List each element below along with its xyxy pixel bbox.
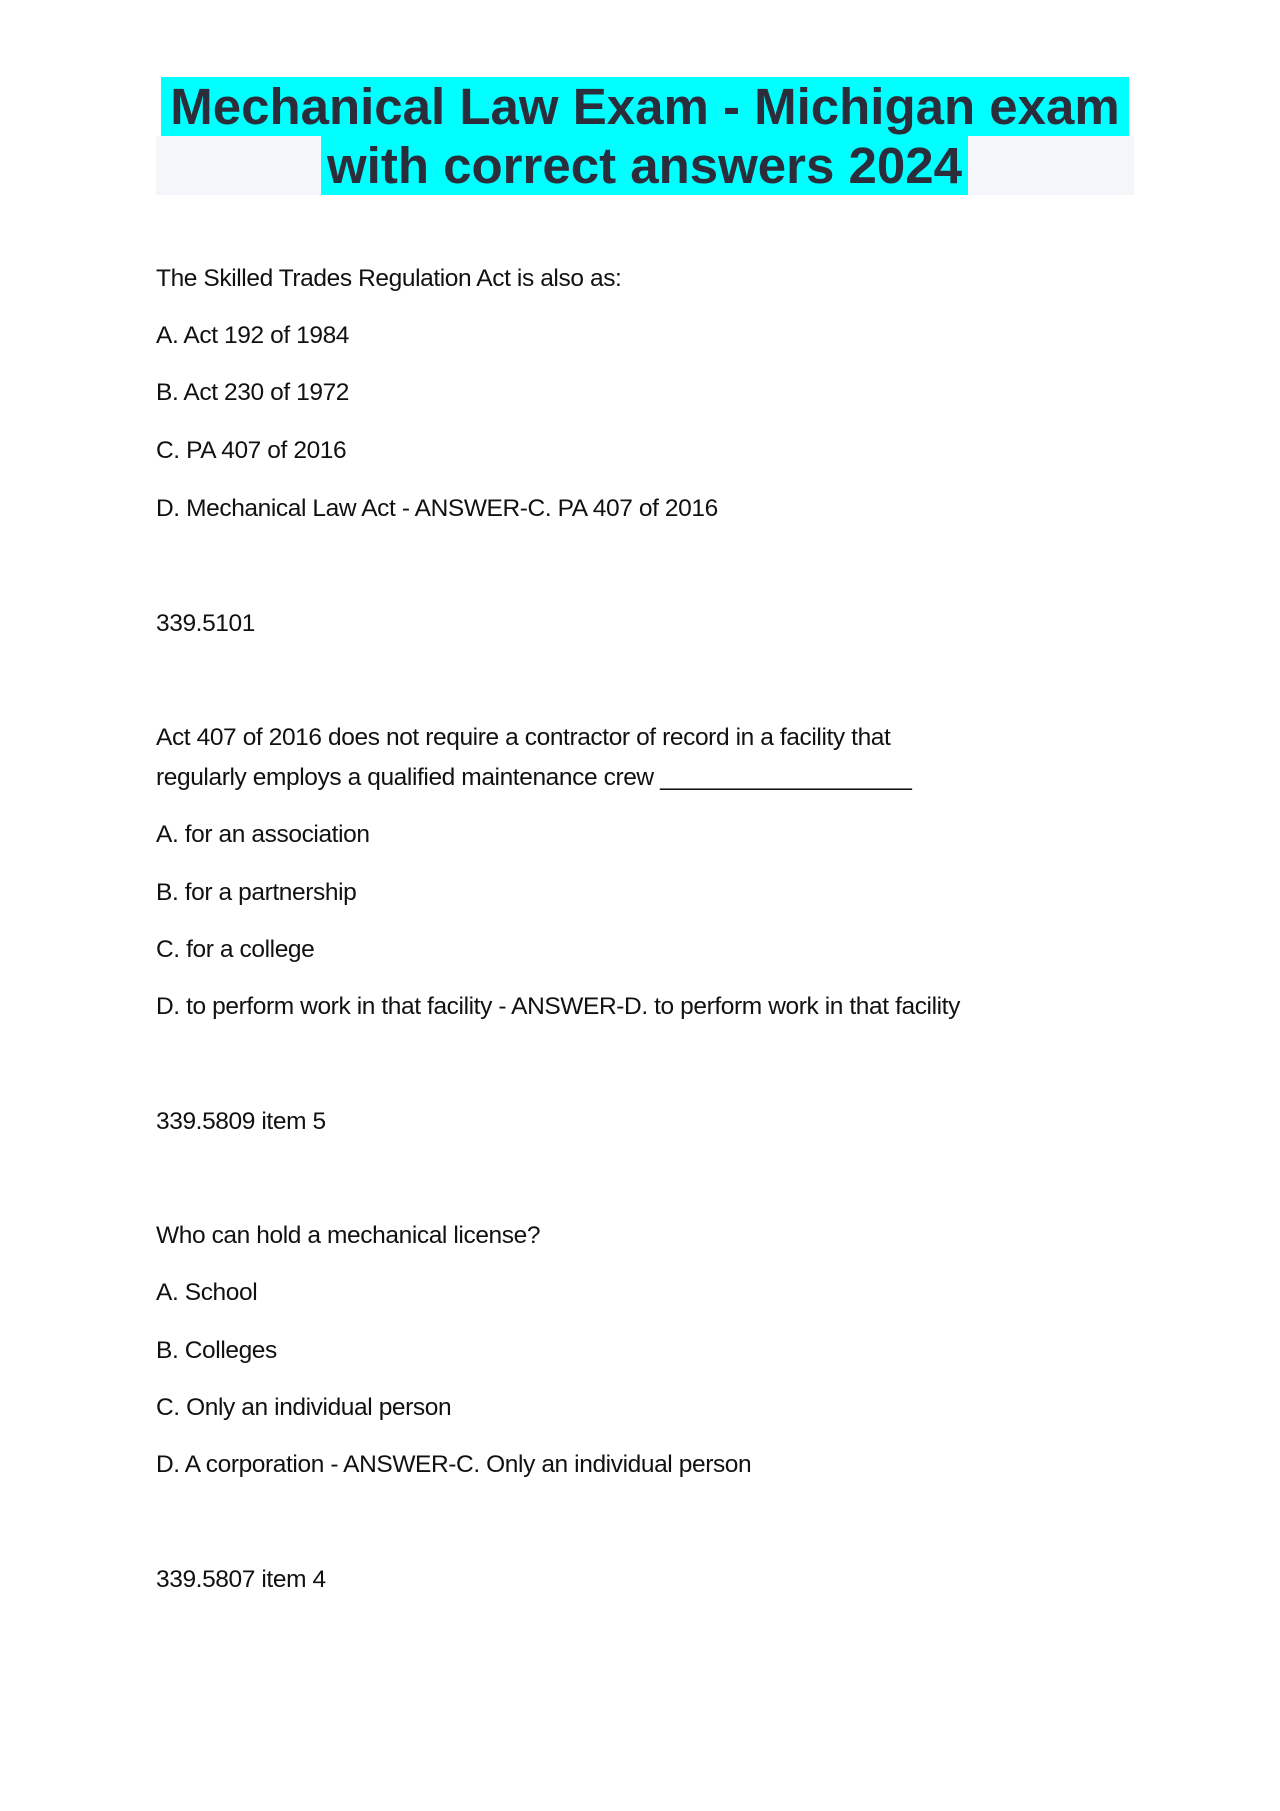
question-2-option-b: B. for a partnership xyxy=(156,879,357,906)
question-3-option-b: B. Colleges xyxy=(156,1337,277,1364)
question-1-reference: 339.5101 xyxy=(156,610,255,637)
question-1-text: The Skilled Trades Regulation Act is also as: xyxy=(156,265,622,292)
question-3-option-d-answer: D. A corporation - ANSWER-C. Only an individual person xyxy=(156,1451,752,1478)
question-1-option-c: C. PA 407 of 2016 xyxy=(156,437,347,464)
question-3-text: Who can hold a mechanical license? xyxy=(156,1222,541,1249)
question-1-option-a: A. Act 192 of 1984 xyxy=(156,322,350,349)
document-title-line-2: with correct answers 2024 xyxy=(321,136,968,195)
question-2-reference: 339.5809 item 5 xyxy=(156,1108,326,1135)
document-title-line-1: Mechanical Law Exam - Michigan exam xyxy=(161,77,1129,136)
question-2-text-line-1: Act 407 of 2016 does not require a contractor of record in a facility that xyxy=(156,724,891,751)
question-3-option-a: A. School xyxy=(156,1279,258,1306)
question-2-option-d-answer: D. to perform work in that facility - ANSWER-D. to perform work in that facility xyxy=(156,993,960,1020)
question-1-option-d-answer: D. Mechanical Law Act - ANSWER-C. PA 407 of 2016 xyxy=(156,495,718,522)
question-2-option-c: C. for a college xyxy=(156,936,315,963)
question-2-option-a: A. for an association xyxy=(156,821,370,848)
question-1-option-b: B. Act 230 of 1972 xyxy=(156,379,350,406)
question-2-text-line-2: regularly employs a qualified maintenance crew ___________________ xyxy=(156,764,912,791)
question-3-reference: 339.5807 item 4 xyxy=(156,1566,326,1593)
question-3-option-c: C. Only an individual person xyxy=(156,1394,452,1421)
